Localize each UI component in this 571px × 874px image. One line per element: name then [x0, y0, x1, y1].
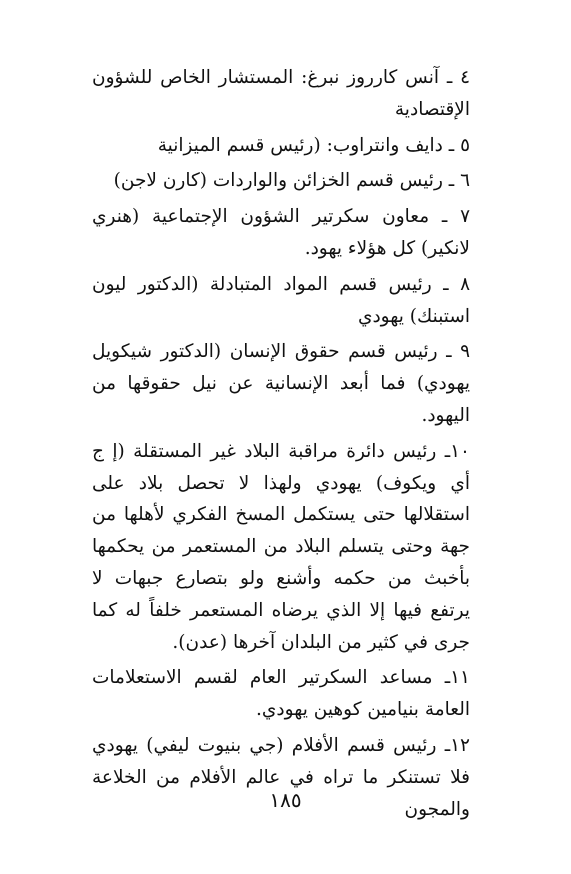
paragraph-item-8: ٨ ـ رئيس قسم المواد المتبادلة (الدكتور ليون استبنك) يهودي — [92, 273, 470, 327]
paragraph-item-4: ٤ ـ آنس كارروز نبرغ: المستشار الخاص للشؤون الإقتصادية — [92, 67, 470, 120]
paragraph-item-5: ٥ ـ دايف وانتراوب: (رئيس قسم الميزانية — [157, 134, 470, 156]
paragraph-item-12: ١٢ـ رئيس قسم الأفلام (جي بنيوت ليفي) يهودي فلا تستنكر ما تراه في عالم الأفلام من الخلاعة والمجون — [92, 734, 470, 820]
page-body — [92, 62, 470, 825]
paragraph-item-9: ٩ ـ رئيس قسم حقوق الإنسان (الدكتور شيكويل يهودي) فما أبعد الإنسانية عن نيل حقوقها من اليهود. — [92, 341, 470, 426]
paragraph-item-7: ٧ ـ معاون سكرتير الشؤون الإجتماعية (هنري لانكير) كل هؤلاء يهود. — [92, 206, 470, 259]
paragraph-item-11: ١١ـ مساعد السكرتير العام لقسم الاستعلامات العامة بنيامين كوهين يهودي. — [92, 667, 470, 721]
paragraph-item-6: ٦ ـ رئيس قسم الخزائن والواردات (كارن لاجن) — [113, 170, 470, 192]
paragraph-item-10: ١٠ـ رئيس دائرة مراقبة البلاد غير المستقلة (إ ج أي ويكوف) يهودي ولهذا لا تحصل بلاد على استقلالها حتى يستكمل المسخ الفكري لأهلها من جهة وحتى يتسلم البلاد من المستعمر من يحكمها بأخبث من حكمه وأشنع ولو بتصارع جبهات لا يرتفع فيها إلا الذي يرضاه المستعمر خلفاً له كما جرى في كثير من البلدان آخرها (عدن). — [92, 440, 470, 653]
page-number: ١٨٥ — [269, 788, 302, 812]
